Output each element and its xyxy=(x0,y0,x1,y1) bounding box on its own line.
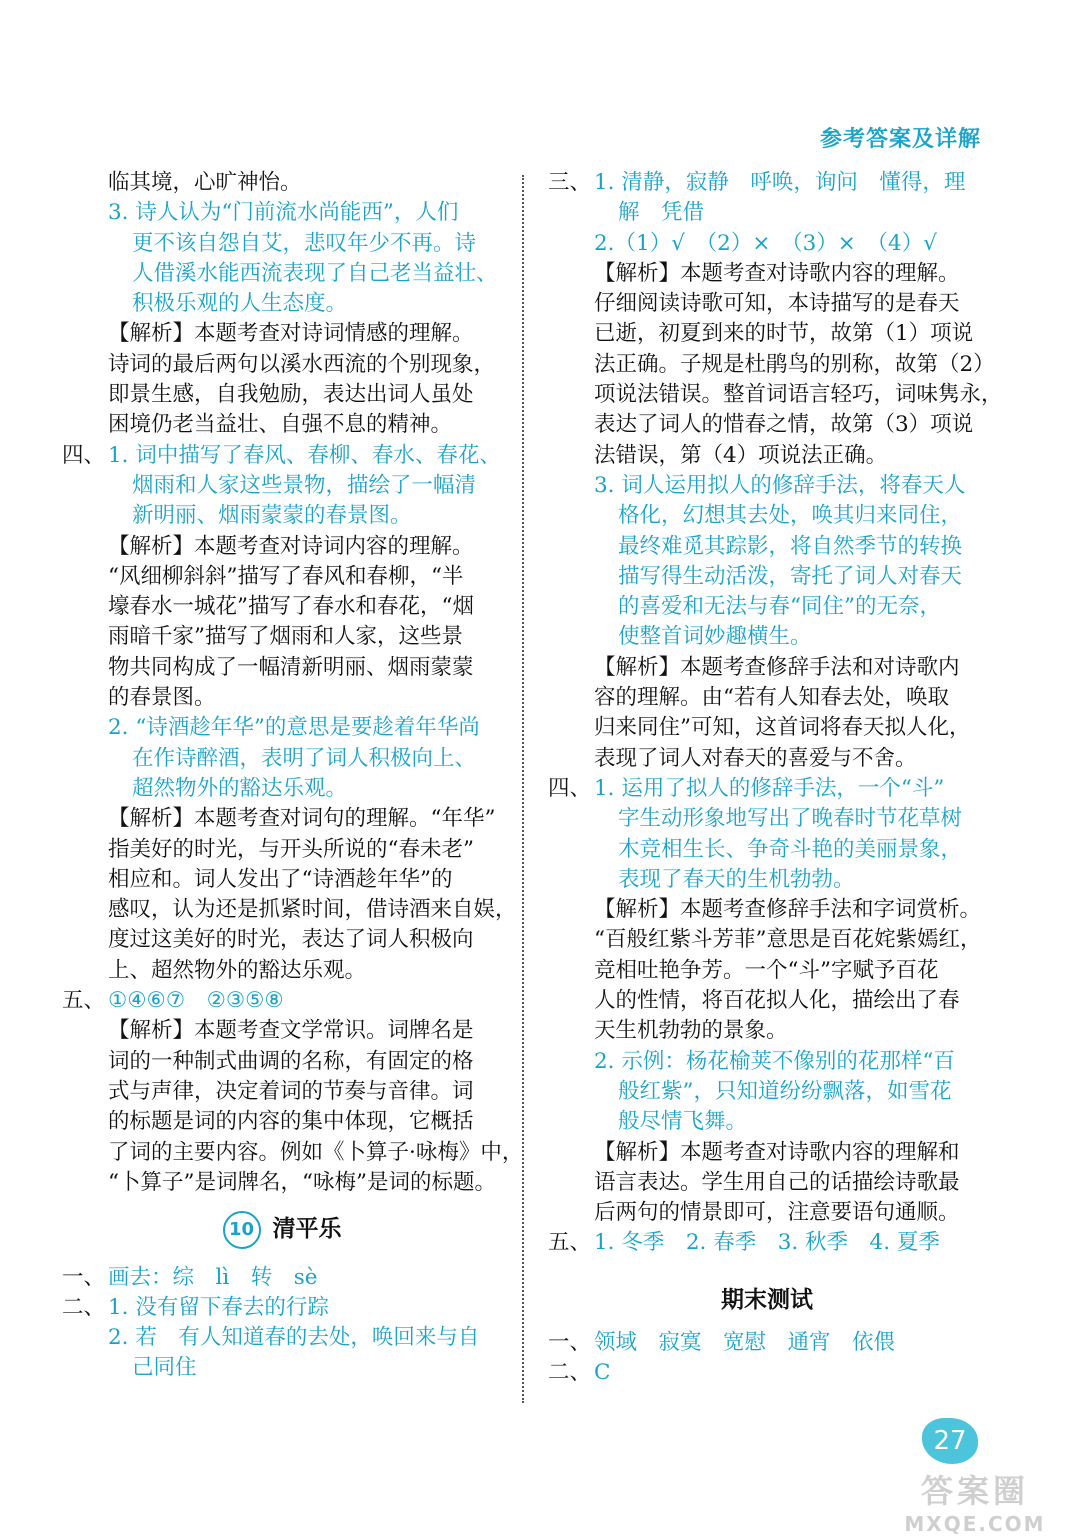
text-line xyxy=(548,683,986,713)
text-line xyxy=(548,1016,986,1046)
text-line xyxy=(62,471,502,501)
text-line xyxy=(548,1047,986,1077)
explanation-text: 已逝，初夏到来的时节，故第（1）项说 xyxy=(594,321,974,347)
explanation-text: 雨暗千家”描写了烟雨和人家，这些景 xyxy=(108,624,463,650)
explanation-text: 上、超然物外的豁达乐观。 xyxy=(108,957,367,983)
text-line xyxy=(62,501,502,531)
answer-text: 3. 词人运用拟人的修辞手法，将春天人 xyxy=(594,472,966,498)
answer-text: 使整首词妙趣横生。 xyxy=(618,624,812,650)
right-after-lines xyxy=(548,1328,986,1389)
text-line xyxy=(548,804,986,834)
answer-text: 烟雨和人家这些景物，描绘了一幅清 xyxy=(132,472,477,498)
text-line xyxy=(62,865,502,895)
text-line xyxy=(62,562,502,592)
text-line xyxy=(62,229,502,259)
explanation-text: “风细柳斜斜”描写了春风和春柳，“半 xyxy=(108,563,464,589)
text-line xyxy=(62,1077,502,1107)
text-line xyxy=(548,956,986,986)
question-marker: 四、 xyxy=(548,775,592,801)
text-line xyxy=(62,804,502,834)
text-line xyxy=(548,319,986,349)
text-line xyxy=(62,380,502,410)
explanation-text: 相应和。词人发出了“诗酒趁年华”的 xyxy=(108,866,453,892)
question-marker: 二、 xyxy=(62,1294,106,1320)
text-line xyxy=(548,925,986,955)
explanation-text: 的春景图。 xyxy=(108,685,216,711)
explanation-text: 人的性情，将百花拟人化，描绘出了春 xyxy=(594,988,960,1014)
watermark-bottom: MXQE.COM xyxy=(904,1512,1046,1536)
answer-text: C xyxy=(594,1359,611,1385)
text-line xyxy=(62,410,502,440)
text-line xyxy=(62,259,502,289)
explanation-text: 即景生感，自我勉励，表达出词人虽处 xyxy=(108,382,474,408)
explanation-text: 壕春水一城花”描写了春水和春花，“烟 xyxy=(108,594,474,620)
answer-text: 己同住 xyxy=(132,1355,197,1381)
text-line xyxy=(62,744,502,774)
watermark-logo xyxy=(900,1466,1050,1536)
explanation-text: 式与声律，决定着词的节奏与音律。词 xyxy=(108,1078,474,1104)
answer-text: 字生动形象地写出了晚春时节花草树 xyxy=(618,806,963,832)
text-line xyxy=(62,986,502,1016)
text-line xyxy=(62,1353,502,1383)
answer-text: 在作诗醉酒，表明了词人积极向上、 xyxy=(132,745,477,771)
answer-text: 木竞相生长、争奇斗艳的美丽景象， xyxy=(618,836,963,862)
text-line xyxy=(62,1168,502,1198)
answer-text: 解 凭借 xyxy=(618,200,705,226)
answer-text: 更不该自怨自艾，悲叹年少不再。诗 xyxy=(132,230,477,256)
answer-text: 画去：综 lì 转 sè xyxy=(108,1264,318,1290)
text-line xyxy=(548,410,986,440)
question-marker: 五、 xyxy=(62,988,106,1014)
section-number-badge: 10 xyxy=(223,1211,261,1249)
answer-text: 般尽情飞舞。 xyxy=(618,1109,748,1135)
text-line xyxy=(62,774,502,804)
answer-text: 最终难觅其踪影，将自然季节的转换 xyxy=(618,533,963,559)
answer-text: 格化，幻想其去处，唤其归来同住， xyxy=(618,503,963,529)
explanation-text: 了词的主要内容。例如《卜算子·咏梅》中， xyxy=(108,1139,524,1165)
question-marker: 二、 xyxy=(548,1359,592,1385)
text-line xyxy=(548,1358,986,1388)
question-marker: 四、 xyxy=(62,442,106,468)
explanation-text: 诗词的最后两句以溪水西流的个别现象， xyxy=(108,351,496,377)
answer-text: 积极乐观的人生态度。 xyxy=(132,291,348,317)
explanation-text: 【解析】本题考查修辞手法和对诗歌内 xyxy=(594,654,960,680)
question-marker: 一、 xyxy=(548,1329,592,1355)
explanation-text: 【解析】本题考查对诗词内容的理解。 xyxy=(108,533,474,559)
text-line xyxy=(62,1047,502,1077)
text-line xyxy=(62,1323,502,1353)
explanation-text: 项说法错误。整首词语言轻巧，词味隽永， xyxy=(594,382,1003,408)
explanation-text: 的标题是词的内容的集中体现，它概括 xyxy=(108,1109,474,1135)
explanation-text: 【解析】本题考查对诗词情感的理解。 xyxy=(108,321,474,347)
text-line xyxy=(548,1168,986,1198)
explanation-text: 表达了词人的惜春之情，故第（3）项说 xyxy=(594,412,974,438)
answer-text: 表现了春天的生机勃勃。 xyxy=(618,866,855,892)
text-line xyxy=(548,986,986,1016)
text-line xyxy=(548,1228,986,1258)
explanation-text: 归来同住”可知，这首词将春天拟人化， xyxy=(594,715,971,741)
text-line xyxy=(548,168,986,198)
explanation-text: “卜算子”是词牌名，“咏梅”是词的标题。 xyxy=(108,1169,496,1195)
text-line xyxy=(548,562,986,592)
text-line xyxy=(62,168,502,198)
text-line xyxy=(548,1198,986,1228)
explanation-text: 后两句的情景即可，注意要语句通顺。 xyxy=(594,1200,960,1226)
answer-text: 3. 诗人认为“门前流水尚能西”，人们 xyxy=(108,200,459,226)
text-line xyxy=(62,895,517,925)
text-line xyxy=(62,1263,502,1293)
answer-text: 的喜爱和无法与春“同住”的无奈， xyxy=(618,594,941,620)
answer-text: 1. 没有留下春去的行踪 xyxy=(108,1294,329,1320)
explanation-text: 困境仍老当益壮、自强不息的精神。 xyxy=(108,412,453,438)
answer-text: 1. 运用了拟人的修辞手法，一个“斗” xyxy=(594,775,945,801)
answer-text: 领域 寂寞 宽慰 通宵 依偎 xyxy=(594,1329,896,1355)
explanation-text: 天生机勃勃的景象。 xyxy=(594,1018,788,1044)
explanation-text: 词的一种制式曲调的名称，有固定的格 xyxy=(108,1048,474,1074)
answer-text: 2. 若 有人知道春的去处，唤回来与自 xyxy=(108,1325,480,1351)
page-number: 27 xyxy=(922,1418,978,1464)
explanation-text: 【解析】本题考查对词句的理解。“年华” xyxy=(108,806,496,832)
text-line xyxy=(548,289,986,319)
answer-text: ①④⑥⑦ ②③⑤⑧ xyxy=(108,988,284,1014)
text-line xyxy=(62,592,502,622)
text-line xyxy=(548,622,986,652)
explanation-text: 法正确。子规是杜鹃鸟的别称，故第（2） xyxy=(594,351,995,377)
text-line xyxy=(548,713,986,743)
text-line xyxy=(548,198,986,228)
question-marker: 五、 xyxy=(548,1230,592,1256)
answer-text: 2. “诗酒趁年华”的意思是要趁着年华尚 xyxy=(108,715,480,741)
text-line xyxy=(62,622,502,652)
final-test-title: 期末测试 xyxy=(721,1286,813,1313)
text-line xyxy=(548,532,986,562)
explanation-text: “百般红紫斗芳菲”意思是百花姹紫嫣红， xyxy=(594,927,982,953)
text-line xyxy=(62,1293,502,1323)
explanation-text: 度过这美好的时光，表达了词人积极向 xyxy=(108,927,474,953)
text-line xyxy=(548,471,986,501)
left-column xyxy=(62,168,524,1384)
text-line xyxy=(62,925,502,955)
text-line xyxy=(62,1138,524,1168)
text-line xyxy=(548,865,986,895)
text-line xyxy=(62,956,502,986)
explanation-text: 【解析】本题考查对诗歌内容的理解。 xyxy=(594,260,960,286)
answer-text: 2. 示例：杨花榆荚不像别的花那样“百 xyxy=(594,1048,955,1074)
text-line xyxy=(548,1328,986,1358)
text-line xyxy=(548,229,986,259)
text-line xyxy=(548,592,986,622)
text-line xyxy=(62,441,502,471)
text-line xyxy=(548,1138,986,1168)
answer-text: 1. 清静，寂静 呼唤，询问 懂得，理 xyxy=(594,170,966,195)
text-line xyxy=(548,350,995,380)
column-divider xyxy=(522,175,524,1403)
text-line xyxy=(548,835,986,865)
answer-text: 超然物外的豁达乐观。 xyxy=(132,775,348,801)
explanation-text: 竞相吐艳争芳。一个“斗”字赋予百花 xyxy=(594,957,939,983)
explanation-text: 【解析】本题考查文学常识。词牌名是 xyxy=(108,1018,474,1044)
explanation-text: 感叹，认为还是抓紧时间，借诗酒来自娱， xyxy=(108,897,517,923)
explanation-text: 仔细阅读诗歌可知，本诗描写的是春天 xyxy=(594,291,960,317)
answer-text: 新明丽、烟雨蒙蒙的春景图。 xyxy=(132,503,412,529)
right-lines xyxy=(548,168,1003,1259)
answer-text: 1. 冬季 2. 春季 3. 秋季 4. 夏季 xyxy=(594,1230,940,1256)
explanation-text: 表现了词人对春天的喜爱与不舍。 xyxy=(594,745,917,771)
text-line xyxy=(62,289,502,319)
text-line xyxy=(62,683,502,713)
answer-text: 描写得生动活泼，寄托了词人对春天 xyxy=(618,563,963,589)
text-line xyxy=(548,441,986,471)
text-line xyxy=(62,532,502,562)
text-line xyxy=(62,319,502,349)
text-line xyxy=(548,895,986,925)
right-column xyxy=(548,168,1003,1388)
explanation-text: 【解析】本题考查修辞手法和字词赏析。 xyxy=(594,897,982,923)
text-line xyxy=(62,713,502,743)
text-line xyxy=(548,653,986,683)
section-title xyxy=(62,1210,502,1249)
text-line xyxy=(548,380,1003,410)
page-header: 参考答案及详解 xyxy=(819,126,981,152)
text-line xyxy=(62,1107,502,1137)
text-line xyxy=(548,259,986,289)
explanation-text: 语言表达。学生用自己的话描绘诗歌最 xyxy=(594,1169,960,1195)
text-line xyxy=(62,1016,502,1046)
answer-text: 人借溪水能西流表现了自己老当益壮、 xyxy=(132,260,498,286)
text-line xyxy=(62,350,502,380)
explanation-text: 法错误，第（4）项说法正确。 xyxy=(594,442,888,468)
answer-text: 1. 词中描写了春风、春柳、春水、春花、 xyxy=(108,442,501,468)
explanation-text: 临其境，心旷神怡。 xyxy=(108,170,302,195)
explanation-text: 物共同构成了一幅清新明丽、烟雨蒙蒙 xyxy=(108,654,474,680)
text-line xyxy=(62,198,502,228)
watermark-top: 答案圈 xyxy=(920,1472,1029,1510)
text-line xyxy=(62,653,502,683)
text-line xyxy=(548,744,986,774)
text-line xyxy=(548,501,986,531)
text-line xyxy=(62,835,502,865)
section-title-text: 清平乐 xyxy=(272,1216,342,1243)
text-line xyxy=(548,1077,986,1107)
question-marker: 三、 xyxy=(548,170,592,195)
text-line xyxy=(548,774,986,804)
text-line xyxy=(548,1107,986,1137)
explanation-text: 指美好的时光，与开头所说的“春未老” xyxy=(108,836,474,862)
explanation-text: 容的理解。由“若有人知春去处，唤取 xyxy=(594,685,949,711)
explanation-text: 【解析】本题考查对诗歌内容的理解和 xyxy=(594,1139,960,1165)
left-after-lines xyxy=(62,1263,502,1384)
question-marker: 一、 xyxy=(62,1264,106,1290)
answer-text: 般红紫”，只知道纷纷飘落，如雪花 xyxy=(618,1078,952,1104)
answer-text: 2.（1）√ （2）× （3）× （4）√ xyxy=(594,230,937,256)
left-lines xyxy=(62,168,524,1198)
